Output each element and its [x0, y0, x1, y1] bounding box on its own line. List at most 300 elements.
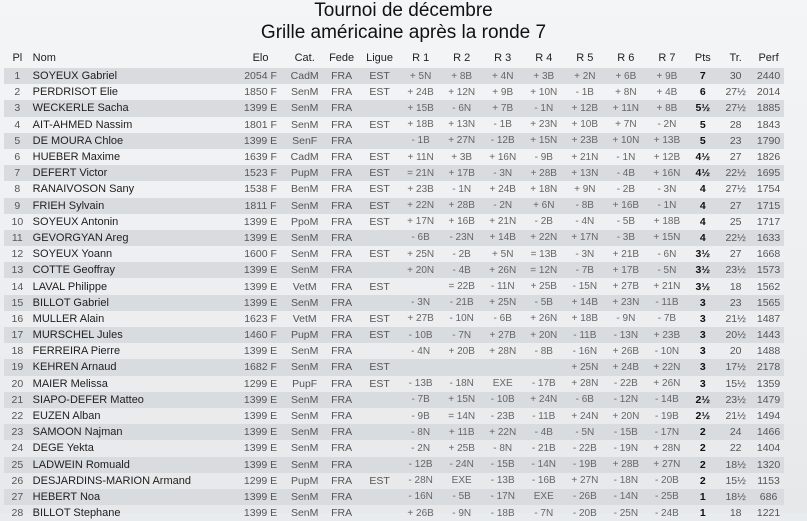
round-7-cell: - 20B [654, 475, 679, 487]
elo-cell: 1399 E [236, 133, 285, 149]
elo-cell: 1399 E [236, 424, 285, 440]
points-cell: 2½ [695, 410, 711, 423]
federation-cell: FRA [331, 183, 353, 196]
place-cell: 12 [11, 248, 24, 261]
round-2-cell: + 27N [441, 133, 482, 149]
performance-cell: 1695 [753, 165, 784, 181]
player-name: DEGE Yekta [32, 442, 94, 455]
round-6-cell: + 24B [605, 359, 646, 375]
round-6-cell: + 7N [615, 119, 637, 131]
round-6-cell: + 21B [612, 248, 640, 260]
round-4-cell: + 15N [523, 133, 564, 149]
league-cell: EST [369, 118, 390, 131]
round-2-cell: + 12N [448, 86, 476, 98]
crosstable [4, 48, 784, 521]
federation-cell: FRA [331, 312, 353, 325]
round-3-cell: + 22N [482, 424, 523, 440]
player-name: PERDRISOT Elie [32, 86, 119, 99]
round-7-cell: + 4B [656, 86, 678, 98]
league-cell [359, 133, 400, 149]
place-cell: 15 [4, 295, 31, 311]
round-1-cell: - 9B [411, 410, 430, 422]
place-cell: 2 [14, 86, 21, 99]
round-6-cell: - 18N [613, 475, 639, 487]
table-row [4, 278, 784, 294]
federation-cell: FRA [324, 100, 359, 116]
place-cell: 9 [4, 198, 31, 214]
column-header: Nom [32, 52, 56, 64]
player-name: COTTE Geoffray [31, 262, 236, 278]
federation-cell: FRA [324, 165, 359, 181]
round-3-cell: + 4N [482, 68, 523, 84]
tiebreak-cell: 27½ [718, 100, 753, 116]
round-2-cell: = 22B [448, 281, 475, 293]
round-4-cell: + 25B [530, 281, 557, 293]
place-cell: 17 [4, 327, 31, 343]
round-1-cell: - 2N [411, 442, 431, 454]
round-7-cell: - 14B [646, 392, 687, 408]
table-row [4, 473, 784, 489]
round-3-cell: - 3N [482, 165, 523, 181]
header-row [4, 48, 784, 68]
round-7-cell: + 21N [653, 281, 681, 293]
performance-cell: 1404 [756, 442, 781, 455]
round-2-cell: - 7N [441, 327, 482, 343]
elo-cell: 1811 F [236, 198, 285, 214]
column-header: R 3 [494, 52, 512, 64]
tiebreak-cell: 30 [718, 68, 753, 84]
round-7-cell: - 1N [646, 198, 687, 214]
points-cell: 6 [699, 86, 706, 99]
column-header: Elo [252, 52, 269, 64]
round-7-cell: + 28N [653, 442, 681, 454]
elo-cell: 1399 E [236, 392, 285, 408]
player-name: HEBERT Noa [31, 489, 236, 505]
player-name: GEVORGYAN Areg [31, 230, 236, 246]
round-7-cell: - 3N [657, 183, 677, 195]
place-cell: 4 [14, 118, 21, 131]
league-cell: EST [359, 68, 400, 84]
round-2-cell: + 25B [448, 442, 475, 454]
round-5-cell: - 8B [564, 198, 605, 214]
elo-cell: 1299 E [243, 474, 278, 487]
round-3-cell: - 11N [490, 281, 515, 293]
round-5-cell: + 21N [571, 151, 599, 163]
round-1-cell: - 3N [400, 295, 441, 311]
round-2-cell: - 2B [452, 248, 471, 260]
round-3-cell: - 23B [490, 410, 515, 422]
elo-cell: 1399 E [243, 215, 278, 228]
elo-cell: 1639 F [244, 151, 277, 164]
table-row [4, 424, 784, 440]
federation-cell: FRA [331, 151, 353, 164]
round-4-cell: + 24N [523, 392, 564, 408]
round-7-cell: + 9B [646, 68, 687, 84]
league-cell [359, 457, 400, 473]
round-1-cell: - 13B [408, 378, 433, 390]
category-cell: SenM [290, 345, 319, 358]
federation-cell: FRA [324, 392, 359, 408]
round-6-cell: + 28B [605, 457, 646, 473]
table-row [4, 359, 784, 375]
player-name: LAVAL Philippe [32, 280, 108, 293]
category-cell: PupF [292, 377, 318, 390]
round-3-cell: + 25N [482, 295, 523, 311]
round-7-cell: + 15N [646, 230, 687, 246]
round-1-cell: + 5N [400, 68, 441, 84]
category-cell: SenM [285, 262, 324, 278]
round-5-cell: - 5N [564, 424, 605, 440]
round-1-cell: + 18B [407, 119, 434, 131]
round-7-cell: + 13B [646, 133, 687, 149]
player-name: DE MOURA Chloe [31, 133, 236, 149]
player-name: SOYEUX Antonin [32, 215, 119, 228]
points-cell: 7 [687, 68, 718, 84]
league-cell: EST [369, 215, 390, 228]
round-2-cell: - 21B [441, 295, 482, 311]
points-cell: 5 [699, 118, 706, 131]
round-4-cell: + 10N [530, 86, 558, 98]
round-3-cell: + 27B [482, 327, 523, 343]
place-cell: 24 [11, 442, 24, 455]
federation-cell: FRA [324, 198, 359, 214]
round-5-cell: + 23B [564, 133, 605, 149]
category-cell: CadM [285, 68, 324, 84]
round-1-cell [400, 278, 441, 294]
federation-cell: FRA [324, 327, 359, 343]
league-cell [359, 295, 400, 311]
player-name: BILLOT Gabriel [31, 295, 236, 311]
player-name: RANAIVOSON Sany [32, 183, 135, 196]
round-5-cell: - 22B [572, 442, 597, 454]
round-3-cell: - 13B [490, 475, 515, 487]
table-row [4, 214, 784, 230]
tiebreak-cell: 18 [729, 507, 742, 520]
performance-cell: 1565 [753, 295, 784, 311]
round-1-cell: + 22N [400, 198, 441, 214]
table-row [4, 100, 784, 116]
player-name: AIT-AHMED Nassim [32, 118, 133, 131]
place-cell: 21 [4, 392, 31, 408]
league-cell: EST [369, 280, 390, 293]
round-7-cell: + 16N [646, 165, 687, 181]
round-7-cell: + 26N [653, 378, 681, 390]
tiebreak-cell: 23 [718, 133, 753, 149]
table-row [4, 149, 784, 165]
points-cell: 3 [699, 345, 706, 358]
round-6-cell: + 11N [605, 100, 646, 116]
league-cell: EST [359, 327, 400, 343]
performance-cell: 1488 [756, 345, 781, 358]
performance-cell: 1715 [753, 198, 784, 214]
table-row [4, 181, 784, 197]
round-7-cell: + 18B [653, 216, 681, 228]
round-2-cell: - 18N [449, 378, 474, 390]
league-cell [359, 343, 400, 359]
tiebreak-cell: 28 [729, 118, 742, 131]
round-4-cell: EXE [523, 489, 564, 505]
performance-cell: 1562 [756, 280, 781, 293]
category-cell: SenM [290, 86, 319, 99]
round-5-cell: - 3N [575, 248, 595, 260]
table-row [4, 327, 784, 343]
round-2-cell: - 6N [441, 100, 482, 116]
table-row [4, 68, 784, 84]
category-cell: SenM [290, 410, 319, 423]
round-5-cell: + 12B [564, 100, 605, 116]
round-4-cell: + 23N [530, 119, 558, 131]
player-name: BILLOT Stephane [32, 507, 121, 520]
points-cell: 2 [687, 457, 718, 473]
points-cell: 5½ [687, 100, 718, 116]
tiebreak-cell: 15½ [725, 474, 746, 487]
round-7-cell: - 2N [657, 119, 677, 131]
round-3-cell: EXE [492, 378, 513, 390]
round-6-cell: - 15B [605, 424, 646, 440]
round-1-cell: + 27B [407, 313, 434, 325]
category-cell: SenF [285, 133, 324, 149]
round-3-cell: + 5N [492, 248, 514, 260]
tiebreak-cell: 27 [729, 248, 742, 261]
tiebreak-cell: 23 [718, 295, 753, 311]
place-cell: 10 [11, 215, 24, 228]
points-cell: 1 [699, 507, 706, 520]
category-cell: SenM [285, 295, 324, 311]
player-name: WECKERLE Sacha [31, 100, 236, 116]
player-name: LADWEIN Romuald [31, 457, 236, 473]
elo-cell: 1850 F [244, 86, 277, 99]
tiebreak-cell: 15½ [725, 377, 746, 390]
round-1-cell: = 21N [400, 165, 441, 181]
round-4-cell: + 20N [523, 327, 564, 343]
column-header: R 4 [535, 52, 553, 64]
round-6-cell: + 6B [605, 68, 646, 84]
round-2-cell: + 28B [441, 198, 482, 214]
league-cell: EST [359, 359, 400, 375]
elo-cell: 1600 F [244, 248, 277, 261]
column-header: R 2 [453, 52, 471, 64]
points-cell: 4½ [695, 151, 711, 164]
performance-cell: 1754 [756, 183, 781, 196]
round-5-cell: - 20B [572, 507, 597, 519]
table-row [4, 408, 784, 424]
place-cell: 6 [14, 151, 21, 164]
crosstable-body [4, 68, 784, 521]
round-1-cell: + 20N [400, 262, 441, 278]
round-3-cell: - 1B [493, 119, 512, 131]
round-1-cell: - 6B [400, 230, 441, 246]
page-subtitle: Grille américaine après la ronde 7 [260, 22, 547, 43]
round-6-cell: + 10N [605, 133, 646, 149]
round-4-cell: - 8B [534, 345, 553, 357]
points-cell: 2 [699, 474, 706, 487]
round-6-cell: - 4B [605, 165, 646, 181]
round-3-cell: - 12B [482, 133, 523, 149]
round-1-cell [400, 359, 441, 375]
league-cell [359, 262, 400, 278]
performance-cell: 1153 [757, 474, 780, 487]
table-row [4, 198, 784, 214]
round-2-cell: + 15N [441, 392, 482, 408]
table-row [4, 165, 784, 181]
round-3-cell: + 24B [489, 183, 516, 195]
tiebreak-cell: 22 [729, 442, 742, 455]
player-name: SOYEUX Yoann [32, 248, 113, 261]
round-5-cell: + 14B [564, 295, 605, 311]
federation-cell: FRA [331, 377, 353, 390]
round-1-cell: - 10B [400, 327, 441, 343]
round-2-cell: + 17B [441, 165, 482, 181]
league-cell: EST [369, 183, 390, 196]
points-cell: 3½ [687, 262, 718, 278]
column-header: Fede [329, 52, 355, 64]
table-row [4, 84, 784, 100]
performance-cell: 1466 [753, 424, 784, 440]
category-cell: SenM [285, 100, 324, 116]
column-header: Tr. [729, 52, 742, 64]
round-6-cell: - 2B [616, 183, 636, 195]
place-cell: 16 [11, 312, 24, 325]
round-3-cell: + 7B [482, 100, 523, 116]
round-7-cell: - 19B [654, 410, 679, 422]
round-3-cell [482, 359, 523, 375]
round-2-cell [441, 359, 482, 375]
performance-cell: 1221 [756, 507, 781, 520]
round-4-cell: + 28B [523, 165, 564, 181]
column-header: Pl [12, 52, 23, 64]
federation-cell: FRA [324, 295, 359, 311]
round-4-cell: - 1N [523, 100, 564, 116]
category-cell: SenM [290, 118, 319, 131]
round-1-cell: - 4N [411, 345, 431, 357]
place-cell: 14 [11, 280, 24, 293]
round-4-cell: - 5B [523, 295, 564, 311]
elo-cell: 1682 F [236, 359, 285, 375]
performance-cell: 1790 [753, 133, 784, 149]
round-5-cell: + 13N [564, 165, 605, 181]
category-cell: SenM [285, 230, 324, 246]
elo-cell: 1399 E [243, 442, 278, 455]
tiebreak-cell: 20 [729, 345, 742, 358]
player-name: MAIER Melissa [32, 377, 108, 390]
elo-cell: 1399 E [236, 262, 285, 278]
player-name: MULLER Alain [32, 312, 105, 325]
round-1-cell: + 26B [407, 507, 434, 519]
points-cell: 3 [687, 359, 718, 375]
table-row [4, 392, 784, 408]
federation-cell: FRA [331, 86, 353, 99]
round-3-cell: + 26N [482, 262, 523, 278]
round-3-cell: - 10B [482, 392, 523, 408]
federation-cell: FRA [331, 507, 353, 520]
round-6-cell: - 5B [616, 216, 636, 228]
league-cell: EST [369, 86, 390, 99]
table-row [4, 505, 784, 521]
round-5-cell: - 4N [575, 216, 595, 228]
tiebreak-cell: 22½ [718, 165, 753, 181]
table-row [4, 133, 784, 149]
federation-cell: FRA [324, 424, 359, 440]
tiebreak-cell: 20½ [718, 327, 753, 343]
elo-cell: 1399 E [236, 230, 285, 246]
table-row [4, 440, 784, 456]
table-row [4, 311, 784, 327]
player-name: FRIEH Sylvain [31, 198, 236, 214]
round-5-cell: - 6B [564, 392, 605, 408]
league-cell: EST [369, 474, 390, 487]
place-cell: 11 [4, 230, 31, 246]
round-5-cell: + 24N [571, 410, 599, 422]
performance-cell: 1320 [753, 457, 784, 473]
round-4-cell: = 12N [523, 262, 564, 278]
category-cell: PupM [285, 165, 324, 181]
round-3-cell: - 15B [482, 457, 523, 473]
player-name: SOYEUX Gabriel [31, 68, 236, 84]
points-cell: 4 [687, 198, 718, 214]
round-3-cell: + 16N [489, 151, 517, 163]
player-name: MURSCHEL Jules [31, 327, 236, 343]
round-3-cell: - 17N [482, 489, 523, 505]
round-6-cell: + 26B [612, 345, 640, 357]
place-cell: 25 [4, 457, 31, 473]
player-name: DEFERT Victor [31, 165, 236, 181]
performance-cell: 2014 [756, 86, 781, 99]
federation-cell: FRA [331, 410, 353, 423]
tiebreak-cell: 27½ [725, 183, 746, 196]
place-cell: 20 [11, 377, 24, 390]
round-6-cell: - 9N [616, 313, 636, 325]
category-cell: CadM [290, 151, 319, 164]
round-2-cell: - 5B [441, 489, 482, 505]
round-1-cell: + 15B [400, 100, 441, 116]
league-cell [359, 440, 400, 456]
elo-cell: 1399 E [243, 345, 278, 358]
league-cell: EST [369, 377, 390, 390]
round-4-cell [523, 359, 564, 375]
round-5-cell: - 15N [572, 281, 598, 293]
performance-cell: 1633 [753, 230, 784, 246]
points-cell: 3½ [695, 248, 711, 261]
league-cell: EST [369, 248, 390, 261]
federation-cell: FRA [324, 489, 359, 505]
round-2-cell: EXE [451, 475, 472, 487]
points-cell: 3½ [695, 280, 711, 293]
round-1-cell: + 17N [407, 216, 435, 228]
category-cell: SenM [290, 442, 319, 455]
round-1-cell: - 8N [400, 424, 441, 440]
league-cell [359, 408, 400, 424]
points-cell: 4 [699, 183, 706, 196]
tiebreak-cell: 18 [729, 280, 742, 293]
performance-cell: 1885 [753, 100, 784, 116]
round-3-cell: - 8N [493, 442, 513, 454]
round-1-cell: - 28N [408, 475, 433, 487]
federation-cell: FRA [324, 230, 359, 246]
round-1-cell: + 23B [407, 183, 434, 195]
round-4-cell: - 4B [523, 424, 564, 440]
elo-cell: 1399 E [236, 100, 285, 116]
round-2-cell: + 16B [448, 216, 475, 228]
federation-cell: FRA [331, 442, 353, 455]
place-cell: 22 [11, 410, 24, 423]
points-cell: 2 [699, 442, 706, 455]
round-7-cell: - 17N [646, 424, 687, 440]
performance-cell: 1668 [756, 248, 781, 261]
elo-cell: 1399 E [243, 410, 278, 423]
round-7-cell: - 5N [646, 262, 687, 278]
place-cell: 23 [4, 424, 31, 440]
round-2-cell: = 14N [448, 410, 476, 422]
